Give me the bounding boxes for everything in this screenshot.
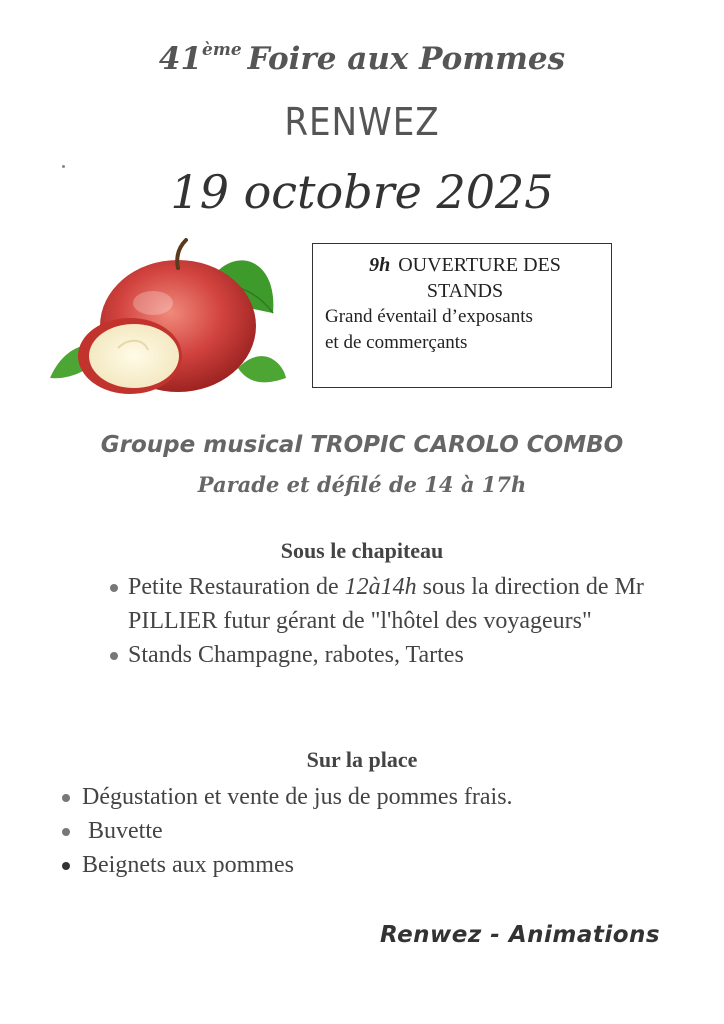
opening-info-box [312, 243, 612, 388]
leaf-bottom-right-icon [238, 356, 286, 382]
item-rest: sous la direction de Mr PILLIER futur gérant de "l'hôtel des voyageurs" [128, 574, 644, 634]
event-date: 19 octobre 2025 [170, 165, 554, 219]
edition-number: 41 [158, 41, 203, 77]
list-item [110, 638, 700, 672]
bullet-icon [62, 862, 70, 870]
opening-title-line2: STANDS [426, 280, 504, 302]
item-lead: Petite Restauration de [128, 574, 345, 600]
list-item [110, 570, 700, 638]
section-place-title: Sur la place [306, 747, 418, 772]
bullet-icon [110, 652, 118, 660]
section-chapiteau-title: Sous le chapiteau [280, 538, 444, 563]
place-list [60, 780, 660, 882]
opening-desc-line1: Grand éventail d’exposants [325, 306, 533, 327]
band-announcement: Groupe musical TROPIC CAROLO COMBO [100, 432, 624, 458]
opening-desc-line2: et de commerçants [325, 332, 468, 353]
organizer-signature: Renwez - Animations [380, 922, 661, 948]
bullet-icon [62, 828, 70, 836]
item-text: Dégustation et vente de jus de pommes frais. [82, 784, 513, 810]
opening-title-line1: OUVERTURE DES [398, 254, 561, 276]
chapiteau-list [110, 570, 700, 672]
item-text: Stands Champagne, rabotes, Tartes [128, 642, 464, 668]
item-text: Beignets aux pommes [82, 852, 294, 878]
edition-title [0, 40, 724, 77]
edition-suffix: ème [202, 40, 242, 60]
opening-hour: 9h [369, 254, 391, 276]
list-item [60, 814, 660, 848]
bullet-icon [62, 794, 70, 802]
town-name: RENWEZ [284, 100, 440, 144]
apple-illustration [48, 238, 288, 398]
list-item [60, 848, 660, 882]
item-time: 12à14h [344, 574, 417, 600]
event-name: Foire aux Pommes [247, 41, 566, 77]
parade-time: Parade et défilé de 14 à 17h [197, 472, 527, 497]
list-item [60, 780, 660, 814]
bullet-icon [110, 584, 118, 592]
item-text: Buvette [82, 818, 163, 844]
